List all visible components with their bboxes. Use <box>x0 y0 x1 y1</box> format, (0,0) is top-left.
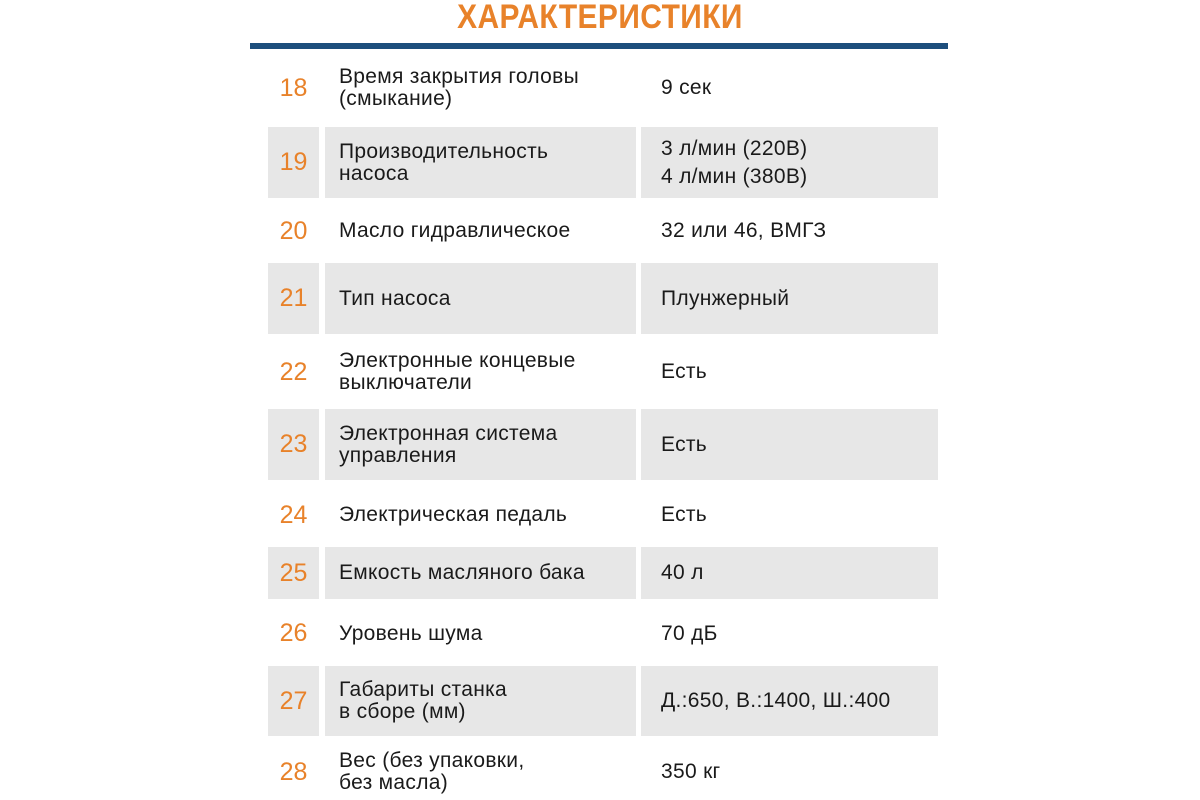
spec-row <box>268 606 938 661</box>
param-value: Есть <box>661 360 708 383</box>
param-value: Есть <box>661 432 708 456</box>
param-value: Есть <box>661 503 708 526</box>
param-label: Емкость масляного бака <box>339 561 585 584</box>
row-number: 26 <box>279 619 308 647</box>
param-label: Электрическая педаль <box>339 503 568 526</box>
param-label: Уровень шума <box>339 621 483 645</box>
spec-row <box>268 409 938 480</box>
row-number: 18 <box>279 73 308 102</box>
param-label: Производительность насоса <box>339 139 549 185</box>
param-label: Масло гидравлическое <box>339 219 571 242</box>
param-label: Тип насоса <box>339 286 451 310</box>
spec-row <box>268 488 938 542</box>
value-cell <box>641 666 938 736</box>
param-label: Электронные концевые выключатели <box>339 349 576 394</box>
row-number: 25 <box>268 547 319 599</box>
spec-row <box>268 744 938 800</box>
param-value: 3 л/мин (220В) 4 л/мин (380В) <box>661 136 808 188</box>
spec-row <box>268 263 938 334</box>
param-cell <box>325 606 636 661</box>
spec-row <box>268 547 938 599</box>
param-value: 32 или 46, ВМГЗ <box>661 219 827 242</box>
param-cell <box>325 666 636 736</box>
title-underline <box>250 43 948 49</box>
param-value: 70 дБ <box>661 621 718 645</box>
param-label: Время закрытия головы (смыкание) <box>339 65 579 110</box>
value-cell <box>641 205 938 257</box>
param-label: Электронная система управления <box>339 421 558 467</box>
value-cell <box>641 339 938 405</box>
param-cell <box>325 127 636 198</box>
param-value: 9 сек <box>661 76 712 99</box>
param-cell <box>325 339 636 405</box>
param-value: 350 кг <box>661 760 721 783</box>
param-value: 40 л <box>661 561 704 584</box>
row-number: 27 <box>268 666 319 736</box>
spec-row <box>268 127 938 198</box>
param-cell <box>325 744 636 800</box>
param-value: Плунжерный <box>661 286 790 310</box>
row-number: 21 <box>268 263 319 334</box>
spec-row <box>268 205 938 257</box>
param-cell <box>325 56 636 120</box>
row-number: 28 <box>279 757 308 786</box>
row-number: 24 <box>279 500 308 529</box>
value-cell <box>641 56 938 120</box>
param-cell <box>325 547 636 599</box>
param-value: Д.:650, В.:1400, Ш.:400 <box>661 689 891 712</box>
value-cell <box>641 744 938 800</box>
param-cell <box>325 205 636 257</box>
value-cell <box>641 547 938 599</box>
value-cell <box>641 606 938 661</box>
param-label: Габариты станка в сборе (мм) <box>339 678 508 723</box>
value-cell <box>641 488 938 542</box>
value-cell <box>641 127 938 198</box>
row-number: 22 <box>279 357 308 386</box>
value-cell <box>641 263 938 334</box>
row-number: 23 <box>268 409 319 480</box>
param-cell <box>325 263 636 334</box>
param-cell <box>325 409 636 480</box>
row-number: 20 <box>279 216 308 245</box>
row-number: 19 <box>268 127 319 198</box>
spec-row <box>268 56 938 120</box>
value-cell <box>641 409 938 480</box>
param-cell <box>325 488 636 542</box>
spec-row <box>268 666 938 736</box>
page-title: ХАРАКТЕРИСТИКИ <box>457 0 743 36</box>
spec-row <box>268 339 938 405</box>
param-label: Вес (без упаковки, без масла) <box>339 749 525 794</box>
